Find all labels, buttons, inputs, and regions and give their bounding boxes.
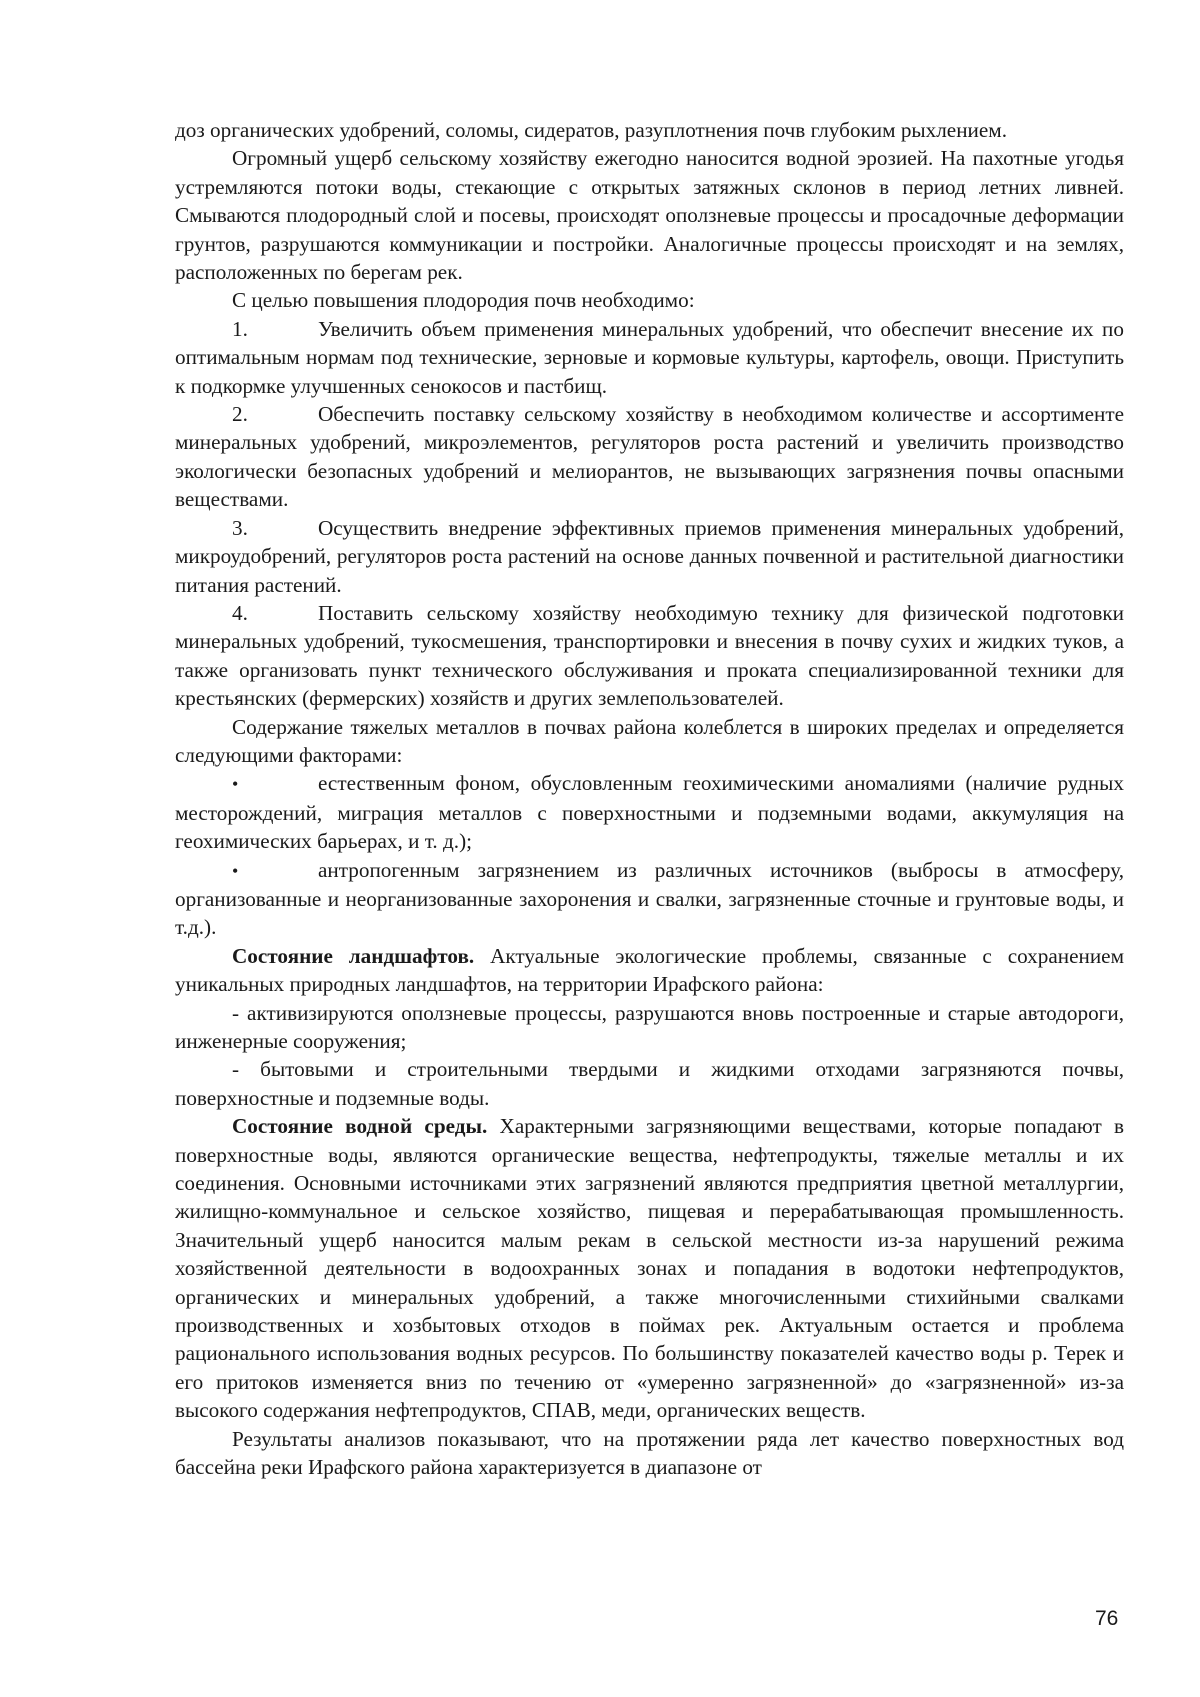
item-number: 2. (232, 402, 248, 427)
paragraph-landscapes (175, 942, 1124, 999)
numbered-item (175, 315, 1124, 400)
water-text: Характерными загрязняющими веществами, которые попадают в поверхностные воды, являются органические вещества, нефтепродукты, тяжелые металлы и их соединения. Основными источниками этих загрязнений являются предприятия цветной металлургии, жилищно-коммунальное и сельское хозяйство, пищевая и перерабатывающая промышленность. Значительный ущерб наносится малым рекам в сельской местности из-за нарушений режима хозяйственной деятельности в водоохранных зонах и попадания в водотоки нефтепродуктов, органических и минеральных удобрений, а также многочисленными стихийными свалками производственных и хозбытовых отходов в поймах рек. Актуальным остается и проблема рационального использования водных ресурсов. По большинству показателей качество воды р. Терек и его притоков изменяется вниз по течению от «умеренно загрязненной» до «загрязненной» из-за высокого содержания нефтепродуктов, СПАВ, меди, органических веществ. (175, 1114, 1124, 1423)
item-text: Осуществить внедрение эффективных приемов применения минеральных удобрений, микроудобрений, регуляторов роста растений на основе данных почвенной и растительной диагностики питания растений. (175, 515, 1124, 597)
item-number: 4. (232, 600, 248, 625)
paragraph-water-environment (175, 1112, 1124, 1424)
numbered-item (175, 599, 1124, 713)
item-number: 3. (232, 515, 248, 540)
item-text: Обеспечить поставку сельскому хозяйству в необходимом количестве и ассортименте минеральных удобрений, микроэлементов, регуляторов роста растений и увеличить производство экологически безопасных удобрений и мелиорантов, не вызывающих загрязнения почвы опасными веществами. (175, 402, 1124, 512)
page-number: 76 (1095, 1607, 1119, 1630)
section-heading-landscapes: Состояние ландшафтов. (232, 943, 475, 968)
dash-item-waste: - бытовыми и строительными твердыми и жидкими отходами загрязняются почвы, поверхностные и подземные воды. (175, 1057, 1124, 1110)
item-number: 1. (232, 316, 248, 341)
document-body (175, 116, 1124, 1482)
bullet-icon: • (232, 860, 239, 881)
paragraph-fertility-goal: С целью повышения плодородия почв необходимо: (232, 288, 695, 313)
bullet-item (175, 769, 1124, 855)
bullet-item (175, 856, 1124, 942)
bullet-text: естественным фоном, обусловленным геохимическими аномалиями (наличие рудных месторождений, миграция металлов с поверхностными и подземными водами, аккумуляция на геохимических барьерах, и т. д.); (175, 771, 1124, 854)
dash-item-landslides: - активизируются оползневые процессы, разрушаются вновь построенные и старые автодороги, инженерные сооружения; (175, 1000, 1124, 1053)
paragraph-heavy-metals: Содержание тяжелых металлов в почвах района колеблется в широких пределах и определяется следующими факторами: (175, 714, 1124, 767)
bullet-icon: • (232, 774, 239, 795)
item-text: Увеличить объем применения минеральных удобрений, что обеспечит внесение их по оптимальным нормам под технические, зерновые и кормовые культуры, картофель, овощи. Приступить к подкормке улучшенных сенокосов и пастбищ. (175, 316, 1124, 398)
numbered-item (175, 400, 1124, 514)
bullet-text: антропогенным загрязнением из различных источников (выбросы в атмосферу, организованные и неорганизованные захоронения и свалки, загрязненные сточные и грунтовые воды, и т.д.). (175, 857, 1124, 940)
section-heading-water: Состояние водной среды. (232, 1114, 488, 1139)
landscapes-text: Актуальные экологические проблемы, связанные с сохранением уникальных природных ландшафтов, на территории Ирафского района: (175, 943, 1124, 997)
numbered-item (175, 514, 1124, 599)
item-text: Поставить сельскому хозяйству необходимую технику для физической подготовки минеральных удобрений, тукосмешения, транспортировки и внесения в почву сухих и жидких туков, а также организовать пункт технического обслуживания и проката специализированной техники для крестьянских (фермерских) хозяйств и других землепользователей. (175, 600, 1124, 711)
paragraph-analysis-results: Результаты анализов показывают, что на протяжении ряда лет качество поверхностных вод бассейна реки Ирафского района характеризуется в диапазоне от (175, 1426, 1124, 1480)
paragraph-intro-continuation: доз органических удобрений, соломы, сидератов, разуплотнения почв глубоким рыхлением. (175, 118, 1007, 142)
paragraph-water-erosion: Огромный ущерб сельскому хозяйству ежегодно наносится водной эрозией. На пахотные угодья устремляются потоки воды, стекающие с открытых затяжных склонов в период летних ливней. Смываются плодородный слой и посевы, происходят оползневые процессы и просадочные деформации грунтов, разрушаются коммуникации и постройки. Аналогичные процессы происходят и на землях, расположенных по берегам рек. (175, 146, 1124, 285)
